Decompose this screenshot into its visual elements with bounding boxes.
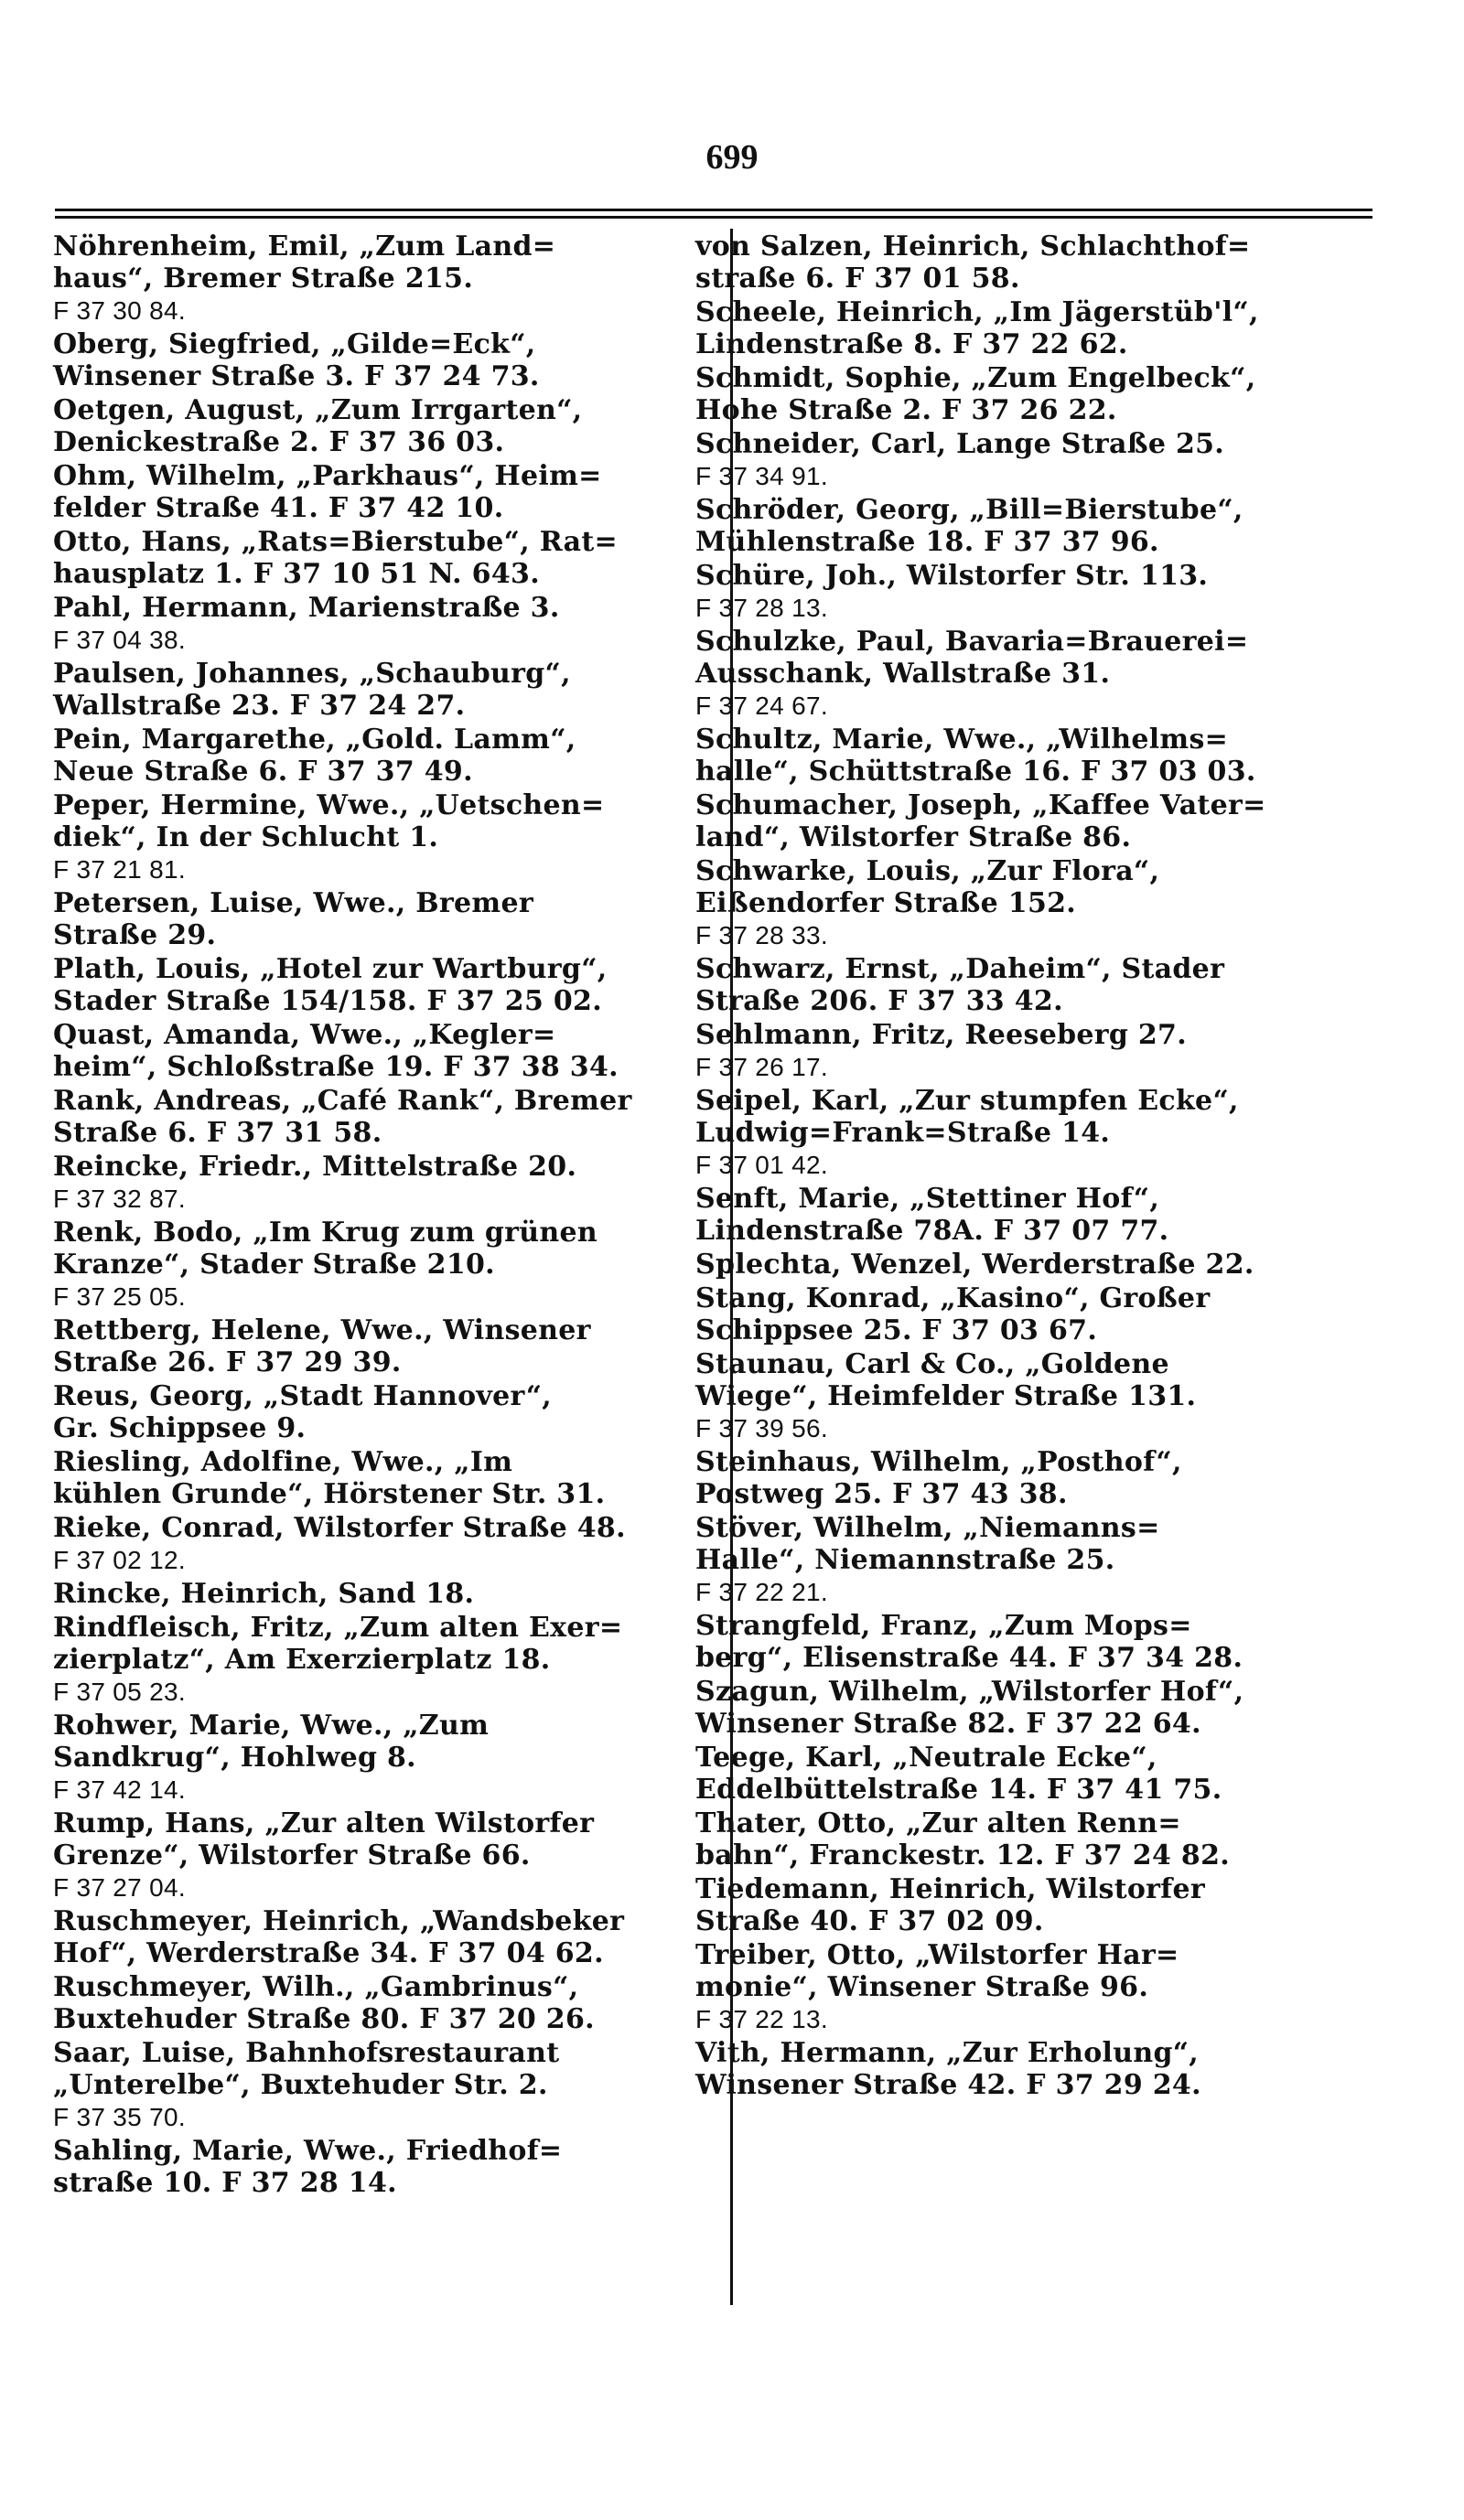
directory-entry [53,724,694,788]
entry-phone: F 37 04 38. [53,626,186,654]
entry-line: Pahl, Hermann, Marienstraße 3. [53,592,560,624]
directory-entry [53,394,694,458]
entry-line: Splechta, Wenzel, Werderstraße 22. [695,1249,1254,1281]
entry-phone: F 37 35 70. [53,2103,186,2131]
entry-line: Winsener Straße 42. F 37 29 24. [695,2069,1201,2101]
entry-line: Reincke, Friedr., Mittelstraße 20. [53,1151,577,1183]
entry-phone: F 37 05 23. [53,1678,186,1706]
entry-line: Kranze“, Stader Straße 210. [53,1249,495,1281]
directory-entry [53,1612,694,1708]
entry-line: Straße 6. F 37 31 58. [53,1117,382,1149]
entry-phone: F 37 28 13. [695,594,828,622]
directory-entry [53,460,694,524]
directory-entry [695,724,1336,788]
entry-line: Straße 40. F 37 02 09. [695,1905,1044,1937]
directory-entry [695,1610,1336,1674]
directory-entry [695,1446,1336,1510]
entry-line: Grenze“, Wilstorfer Straße 66. [53,1839,531,1871]
entry-phone: F 37 01 42. [695,1151,828,1179]
entry-line: land“, Wilstorfer Straße 86. [695,821,1132,853]
entry-line: Stang, Konrad, „Kasino“, Großer [695,1282,1211,1314]
entry-line: Schneider, Carl, Lange Straße 25. [695,428,1225,460]
entry-line: Ruschmeyer, Wilh., „Gambrinus“, [53,1971,579,2003]
entry-line: Reus, Georg, „Stadt Hannover“, [53,1380,553,1412]
directory-entry [53,1085,694,1149]
entry-line: Pein, Margarethe, „Gold. Lamm“, [53,724,576,756]
entry-line: Schmidt, Sophie, „Zum Engelbeck“, [695,362,1256,394]
directory-entry [695,296,1336,360]
entry-line: „Unterelbe“, Buxtehuder Str. 2. [53,2069,548,2101]
entry-line: monie“, Winsener Straße 96. [695,1971,1149,2003]
entry-line: Ludwig=Frank=Straße 14. [695,1117,1111,1149]
entry-line: Gr. Schippsee 9. [53,1412,307,1444]
directory-entry [53,1380,694,1444]
directory-entry [695,231,1336,295]
entry-line: Ausschank, Wallstraße 31. [695,658,1111,690]
entry-phone: F 37 28 33. [695,921,828,949]
entry-line: Sahling, Marie, Wwe., Friedhof= [53,2135,563,2167]
directory-entry [53,2037,694,2133]
entry-phone: F 37 34 91. [695,462,828,490]
page-number: 699 [705,138,759,177]
entry-phone: F 37 24 67. [695,692,828,720]
entry-line: Oberg, Siegfried, „Gilde=Eck“, [53,328,536,360]
entry-line: Straße 29. [53,919,217,951]
directory-entry [695,855,1336,951]
entry-line: zierplatz“, Am Exerzierplatz 18. [53,1644,551,1676]
entry-phone: F 37 39 56. [695,1414,828,1442]
entry-line: Lindenstraße 78A. F 37 07 77. [695,1215,1169,1247]
entry-line: Ruschmeyer, Heinrich, „Wandsbeker [53,1905,625,1937]
directory-entry [695,1676,1336,1740]
entry-line: Winsener Straße 82. F 37 22 64. [695,1708,1201,1740]
directory-entry [53,1710,694,1806]
entry-line: heim“, Schloßstraße 19. F 37 38 34. [53,1051,619,1083]
directory-entry [53,1217,694,1313]
directory-entry [53,2135,694,2199]
entry-line: Thater, Otto, „Zur alten Renn= [695,1807,1181,1839]
entry-line: Paulsen, Johannes, „Schauburg“, [53,658,571,690]
entry-line: Rump, Hans, „Zur alten Wilstorfer [53,1807,595,1839]
entry-line: Eißendorfer Straße 152. [695,887,1077,919]
entry-line: Riesling, Adolfine, Wwe., „Im [53,1446,513,1478]
entry-line: Wiege“, Heimfelder Straße 131. [695,1380,1197,1412]
entry-line: Straße 206. F 37 33 42. [695,985,1063,1017]
entry-line: von Salzen, Heinrich, Schlachthof= [695,231,1251,263]
entry-line: Sandkrug“, Hohlweg 8. [53,1742,416,1774]
entry-line: Schultz, Marie, Wwe., „Wilhelms= [695,724,1229,756]
directory-entry [695,494,1336,558]
entry-phone: F 37 27 04. [53,1873,186,1902]
entry-line: Halle“, Niemannstraße 25. [695,1544,1115,1576]
directory-entry [53,328,694,392]
entry-line: Lindenstraße 8. F 37 22 62. [695,328,1128,360]
directory-entry [53,887,694,951]
entry-line: Otto, Hans, „Rats=Bierstube“, Rat= [53,526,618,558]
entry-line: Vith, Hermann, „Zur Erholung“, [695,2037,1200,2069]
entry-line: Rank, Andreas, „Café Rank“, Bremer [53,1085,632,1117]
directory-entry [53,231,694,327]
entry-line: Renk, Bodo, „Im Krug zum grünen [53,1217,597,1249]
entry-line: Schippsee 25. F 37 03 67. [695,1314,1098,1346]
entry-line: felder Straße 41. F 37 42 10. [53,492,504,524]
entry-line: Mühlenstraße 18. F 37 37 96. [695,526,1159,558]
entry-line: Eddelbüttelstraße 14. F 37 41 75. [695,1774,1222,1806]
entry-line: Rohwer, Marie, Wwe., „Zum [53,1710,490,1742]
entry-line: haus“, Bremer Straße 215. [53,263,474,295]
entry-line: Rieke, Conrad, Wilstorfer Straße 48. [53,1512,626,1544]
entry-line: kühlen Grunde“, Hörstener Str. 31. [53,1478,606,1510]
entry-line: Ohm, Wilhelm, „Parkhaus“, Heim= [53,460,602,492]
directory-entry [695,626,1336,722]
directory-entry [53,1019,694,1083]
entry-line: Saar, Luise, Bahnhofsrestaurant [53,2037,560,2069]
directory-entry [53,1578,694,1610]
directory-entry [53,1807,694,1903]
directory-entry [695,1512,1336,1608]
entry-line: Buxtehuder Straße 80. F 37 20 26. [53,2003,595,2035]
entry-line: Neue Straße 6. F 37 37 49. [53,756,473,788]
entry-line: Sehlmann, Fritz, Reeseberg 27. [695,1019,1187,1051]
entry-line: halle“, Schüttstraße 16. F 37 03 03. [695,756,1256,788]
directory-entry [695,1282,1336,1346]
entry-line: Rincke, Heinrich, Sand 18. [53,1578,475,1610]
entry-phone: F 37 32 87. [53,1185,186,1213]
entry-line: Wallstraße 23. F 37 24 27. [53,690,466,722]
entry-line: hausplatz 1. F 37 10 51 N. 643. [53,558,540,590]
directory-entry [695,1742,1336,1806]
directory-entry [695,1873,1336,1937]
left-column [53,231,694,2201]
entry-line: Oetgen, August, „Zum Irrgarten“, [53,394,583,426]
entry-phone: F 37 26 17. [695,1053,828,1081]
directory-entry [53,953,694,1017]
header-rule-top [55,209,1372,211]
entry-phone: F 37 25 05. [53,1282,186,1311]
entry-line: Senft, Marie, „Stettiner Hof“, [695,1183,1160,1215]
entry-line: Stöver, Wilhelm, „Niemanns= [695,1512,1160,1544]
directory-entry [695,560,1336,624]
entry-line: diek“, In der Schlucht 1. [53,821,439,853]
entry-line: Nöhrenheim, Emil, „Zum Land= [53,231,556,263]
directory-entry [695,1939,1336,2035]
entry-phone: F 37 30 84. [53,296,186,325]
entry-line: Schwarke, Louis, „Zur Flora“, [695,855,1160,887]
entry-phone: F 37 22 13. [695,2005,828,2033]
entry-line: Rettberg, Helene, Wwe., Winsener [53,1314,591,1346]
entry-line: Peper, Hermine, Wwe., „Uetschen= [53,789,605,821]
entry-line: Schüre, Joh., Wilstorfer Str. 113. [695,560,1209,592]
directory-entry [695,1183,1336,1247]
directory-entry [53,1446,694,1510]
directory-entry [53,1512,694,1576]
directory-entry [695,428,1336,492]
entry-line: Schulzke, Paul, Bavaria=Brauerei= [695,626,1249,658]
directory-entry [695,362,1336,426]
entry-line: berg“, Elisenstraße 44. F 37 34 28. [695,1642,1243,1674]
directory-entry [53,1314,694,1378]
entry-line: Plath, Louis, „Hotel zur Wartburg“, [53,953,608,985]
entry-line: straße 10. F 37 28 14. [53,2167,397,2199]
directory-entry [695,1348,1336,1444]
entry-line: straße 6. F 37 01 58. [695,263,1020,295]
directory-entry [53,1971,694,2035]
entry-line: Hohe Straße 2. F 37 26 22. [695,394,1117,426]
entry-line: bahn“, Franckestr. 12. F 37 24 82. [695,1839,1230,1871]
directory-entry [53,658,694,722]
entry-line: Scheele, Heinrich, „Im Jägerstüb'l“, [695,296,1259,328]
entry-line: Straße 26. F 37 29 39. [53,1346,402,1378]
directory-entry [695,1807,1336,1871]
directory-entry [695,2037,1336,2101]
entry-phone: F 37 02 12. [53,1546,186,1574]
entry-line: Hof“, Werderstraße 34. F 37 04 62. [53,1937,604,1969]
entry-line: Rindfleisch, Fritz, „Zum alten Exer= [53,1612,623,1644]
entry-line: Tiedemann, Heinrich, Wilstorfer [695,1873,1205,1905]
entry-line: Schumacher, Joseph, „Kaffee Vater= [695,789,1266,821]
entry-line: Winsener Straße 3. F 37 24 73. [53,360,540,392]
directory-entry [53,1151,694,1215]
right-column [695,231,1336,2103]
entry-line: Seipel, Karl, „Zur stumpfen Ecke“, [695,1085,1239,1117]
entry-line: Treiber, Otto, „Wilstorfer Har= [695,1939,1179,1971]
entry-line: Petersen, Luise, Wwe., Bremer [53,887,533,919]
directory-entry [695,953,1336,1017]
entry-line: Strangfeld, Franz, „Zum Mops= [695,1610,1192,1642]
entry-line: Stader Straße 154/158. F 37 25 02. [53,985,602,1017]
directory-entry [695,1019,1336,1083]
entry-line: Schröder, Georg, „Bill=Bierstube“, [695,494,1243,526]
directory-entry [695,1085,1336,1181]
entry-line: Postweg 25. F 37 43 38. [695,1478,1068,1510]
directory-entry [53,526,694,590]
directory-entry [695,789,1336,853]
directory-entry [53,1905,694,1969]
entry-phone: F 37 21 81. [53,855,186,884]
entry-line: Denickestraße 2. F 37 36 03. [53,426,505,458]
entry-line: Szagun, Wilhelm, „Wilstorfer Hof“, [695,1676,1244,1708]
entry-line: Steinhaus, Wilhelm, „Posthof“, [695,1446,1182,1478]
header-rule-bottom [55,216,1372,219]
directory-entry [53,789,694,885]
entry-line: Teege, Karl, „Neutrale Ecke“, [695,1742,1157,1774]
entry-phone: F 37 22 21. [695,1578,828,1606]
entry-phone: F 37 42 14. [53,1775,186,1804]
entry-line: Staunau, Carl & Co., „Goldene [695,1348,1169,1380]
entry-line: Schwarz, Ernst, „Daheim“, Stader [695,953,1225,985]
entry-line: Quast, Amanda, Wwe., „Kegler= [53,1019,556,1051]
directory-entry [695,1249,1336,1281]
directory-entry [53,592,694,656]
